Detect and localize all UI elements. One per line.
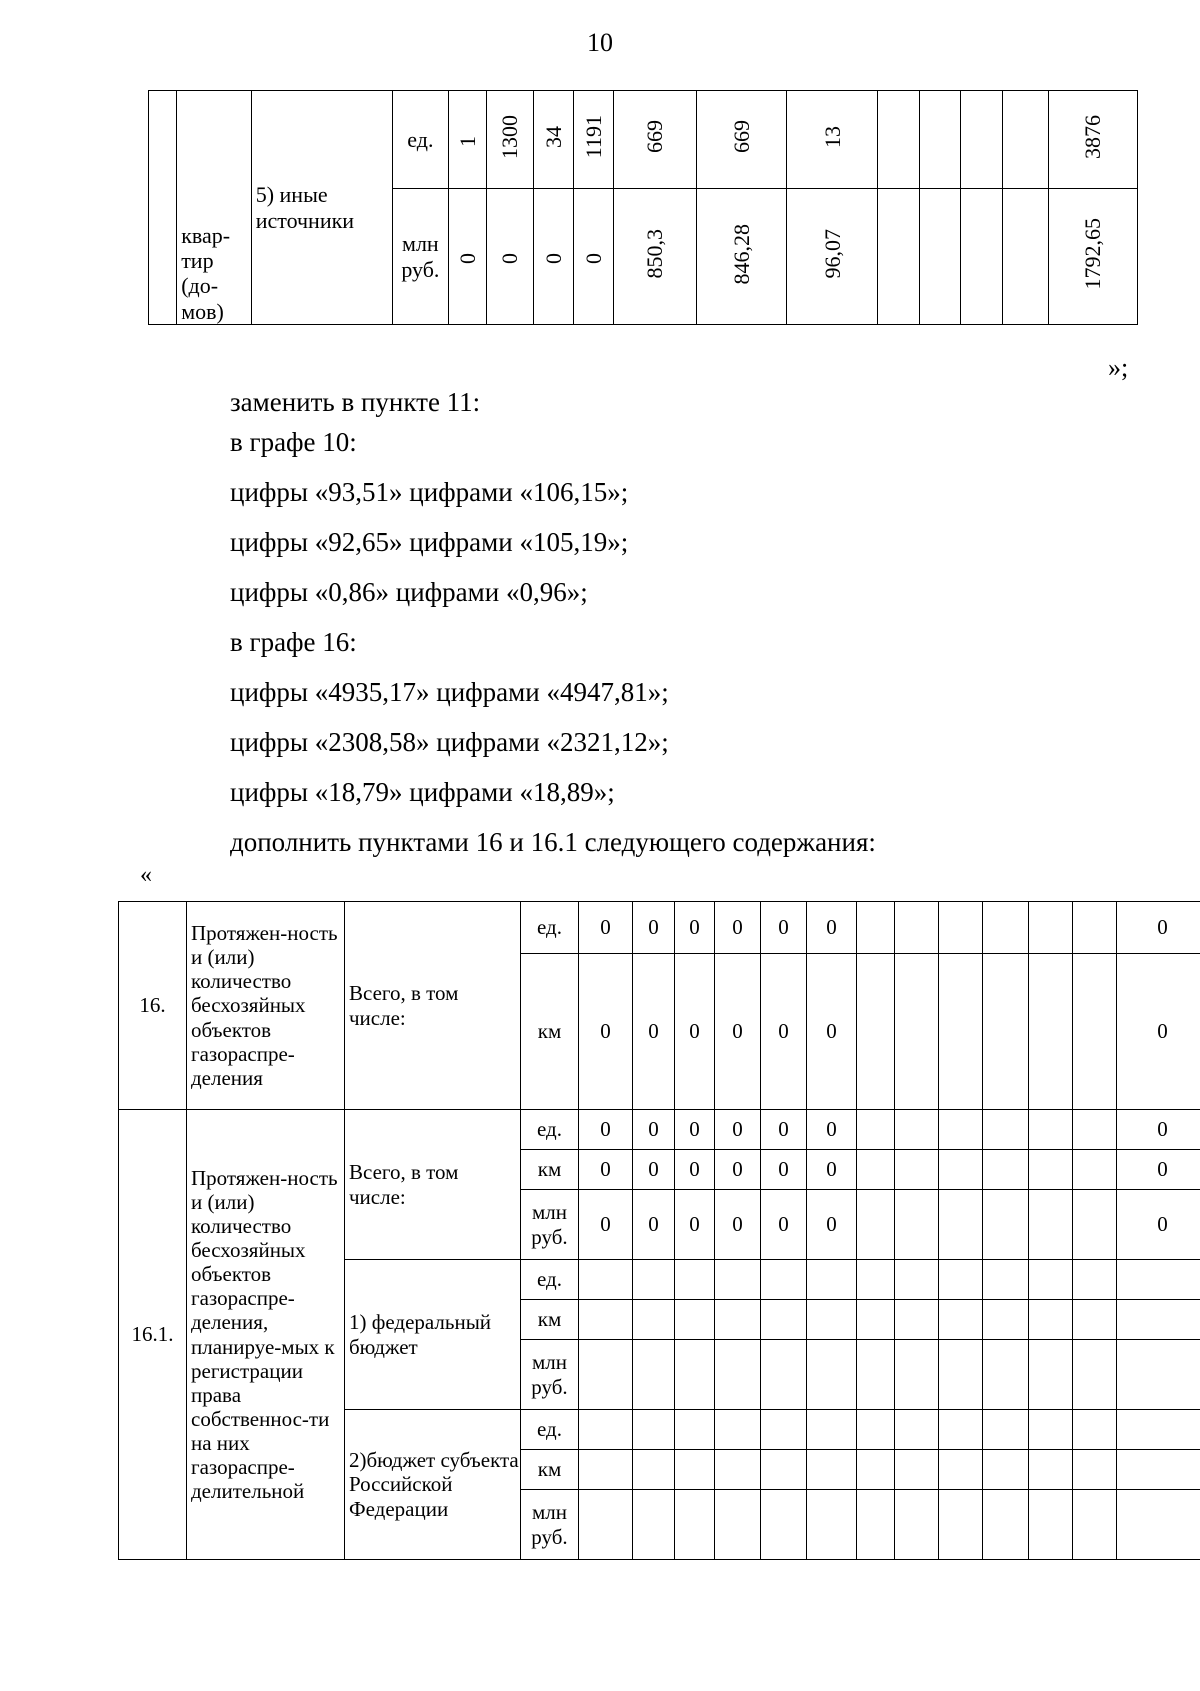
value-cell: 0 [633, 902, 675, 954]
value-cell: 669 [614, 91, 697, 189]
unit-km: км [521, 954, 579, 1110]
instruction-line: цифры «4935,17» цифрами «4947,81»; [230, 677, 669, 707]
value-cell [857, 902, 895, 954]
unit-mln-rub: млн руб. [521, 1340, 579, 1410]
unit-mln-rub: млн руб. [521, 1190, 579, 1260]
empty-num-cell [149, 91, 177, 325]
value-cell: 0 [633, 1110, 675, 1150]
value-cell: 669 [696, 91, 787, 189]
kvartir-label: квар-тир (до-мов) [177, 91, 252, 325]
value-cell: 96,07 [787, 189, 878, 325]
value-cell: 0 [675, 1150, 715, 1190]
value-cell: 0 [579, 1110, 633, 1150]
value-cell [1029, 1110, 1073, 1150]
unit-ed: ед. [392, 91, 448, 189]
value-cell [1073, 954, 1117, 1110]
value-cell [1073, 1190, 1117, 1260]
unit-ed: ед. [521, 1410, 579, 1450]
value-cell: 1 [449, 91, 487, 189]
value-cell [1029, 902, 1073, 954]
value-cell [983, 902, 1029, 954]
unit-mln-rub: млн руб. [521, 1490, 579, 1560]
top-table [148, 90, 1138, 325]
value-cell: 0 [675, 954, 715, 1110]
other-sources-label: 5) иные источники [251, 91, 392, 325]
value-cell: 0 [675, 1190, 715, 1260]
closing-quote: »; [1108, 353, 1129, 382]
unit-ed: ед. [521, 1110, 579, 1150]
value-cell: 850,3 [614, 189, 697, 325]
value-cell: 1191 [573, 91, 613, 189]
value-cell: 0 [761, 902, 807, 954]
unit-km: км [521, 1450, 579, 1490]
value-cell: 0 [533, 189, 573, 325]
value-cell [1002, 189, 1048, 325]
value-cell: 0 [761, 1150, 807, 1190]
value-cell: 0 [1117, 902, 1200, 954]
instruction-line: цифры «93,51» цифрами «106,15»; [230, 477, 629, 507]
value-cell [878, 91, 920, 189]
value-cell [983, 954, 1029, 1110]
value-cell: 0 [761, 1110, 807, 1150]
instruction-line: дополнить пунктами 16 и 16.1 следующего содержания: [230, 827, 876, 857]
value-cell [1002, 91, 1048, 189]
unit-km: км [521, 1300, 579, 1340]
value-cell [920, 189, 960, 325]
opening-quote: « [140, 862, 152, 888]
value-cell: 846,28 [696, 189, 787, 325]
value-cell: 0 [761, 1190, 807, 1260]
value-cell [1029, 1150, 1073, 1190]
value-cell [878, 189, 920, 325]
regional-budget-source: 2)бюджет субъекта Российской Федерации [345, 1410, 521, 1560]
value-cell [895, 954, 939, 1110]
value-cell [920, 91, 960, 189]
value-cell: 0 [579, 1150, 633, 1190]
value-cell: 0 [807, 954, 857, 1110]
value-cell: 0 [579, 1190, 633, 1260]
value-cell [939, 1190, 983, 1260]
value-cell: 0 [807, 902, 857, 954]
value-cell [939, 1110, 983, 1150]
value-cell: 0 [579, 902, 633, 954]
value-cell [983, 1150, 1029, 1190]
row-16-1-total-source: Всего, в том числе: [345, 1110, 521, 1260]
value-cell: 0 [675, 1110, 715, 1150]
instruction-line: цифры «2308,58» цифрами «2321,12»; [230, 727, 669, 757]
value-cell: 0 [807, 1110, 857, 1150]
value-cell: 1300 [487, 91, 533, 189]
row-number-16: 16. [119, 902, 187, 1110]
value-cell: 0 [1117, 1150, 1200, 1190]
value-cell: 0 [633, 1150, 675, 1190]
value-cell: 0 [675, 902, 715, 954]
value-cell [857, 954, 895, 1110]
value-cell: 0 [715, 902, 761, 954]
value-cell: 0 [761, 954, 807, 1110]
instruction-line: цифры «0,86» цифрами «0,96»; [230, 577, 588, 607]
value-cell: 1792,65 [1049, 189, 1138, 325]
value-cell: 0 [579, 954, 633, 1110]
page-number: 10 [587, 28, 613, 57]
value-cell: 0 [715, 1110, 761, 1150]
value-cell [1073, 1150, 1117, 1190]
value-cell [895, 1190, 939, 1260]
value-cell: 0 [487, 189, 533, 325]
value-cell [857, 1150, 895, 1190]
value-cell: 3876 [1049, 91, 1138, 189]
instruction-line: цифры «92,65» цифрами «105,19»; [230, 527, 629, 557]
value-cell [960, 189, 1002, 325]
value-cell [983, 1110, 1029, 1150]
value-cell: 0 [633, 1190, 675, 1260]
row-16-source: Всего, в том числе: [345, 902, 521, 1110]
value-cell [939, 1150, 983, 1190]
value-cell: 0 [715, 1190, 761, 1260]
instruction-line: цифры «18,79» цифрами «18,89»; [230, 777, 615, 807]
value-cell [857, 1110, 895, 1150]
value-cell: 0 [633, 954, 675, 1110]
value-cell [939, 902, 983, 954]
value-cell: 0 [1117, 1190, 1200, 1260]
value-cell [1029, 954, 1073, 1110]
value-cell: 0 [807, 1190, 857, 1260]
value-cell [939, 954, 983, 1110]
federal-budget-source: 1) федеральный бюджет [345, 1260, 521, 1410]
row-16-1-name: Протяжен-ность и (или) количество бесхозяйных объектов газораспре-деления, планируе-мых к регистрации права собственнос-ти на них газораспре-делительной [187, 1110, 345, 1560]
value-cell [960, 91, 1002, 189]
unit-mln-rub: млн руб. [392, 189, 448, 325]
row-16-name: Протяжен-ность и (или) количество бесхозяйных объектов газораспре-деления [187, 902, 345, 1110]
value-cell: 13 [787, 91, 878, 189]
value-cell: 0 [807, 1150, 857, 1190]
instruction-line: заменить в пункте 11: [230, 387, 481, 417]
value-cell: 0 [715, 954, 761, 1110]
unit-km: км [521, 1150, 579, 1190]
value-cell: 34 [533, 91, 573, 189]
instruction-line: в графе 16: [230, 627, 357, 657]
value-cell: 0 [573, 189, 613, 325]
row-number-16-1: 16.1. [119, 1110, 187, 1560]
value-cell [1073, 902, 1117, 954]
value-cell [1029, 1190, 1073, 1260]
value-cell [983, 1190, 1029, 1260]
value-cell [1073, 1110, 1117, 1150]
value-cell [857, 1190, 895, 1260]
bottom-table [118, 901, 1200, 1560]
unit-ed: ед. [521, 902, 579, 954]
value-cell [895, 902, 939, 954]
value-cell: 0 [1117, 954, 1200, 1110]
value-cell: 0 [1117, 1110, 1200, 1150]
value-cell: 0 [449, 189, 487, 325]
unit-ed: ед. [521, 1260, 579, 1300]
instruction-line: в графе 10: [230, 427, 357, 457]
value-cell [895, 1110, 939, 1150]
value-cell: 0 [715, 1150, 761, 1190]
value-cell [895, 1150, 939, 1190]
